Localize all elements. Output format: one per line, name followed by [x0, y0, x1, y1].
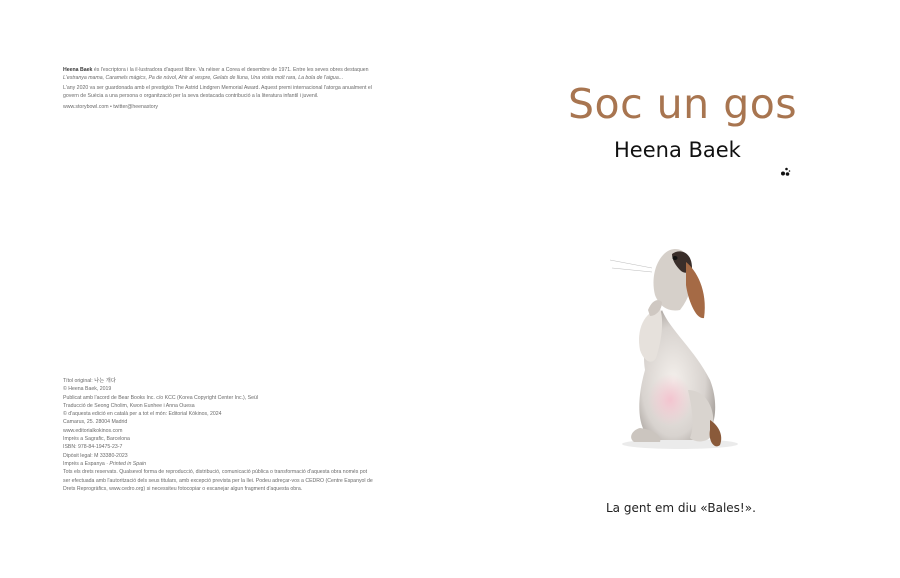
dog-illustration	[600, 240, 750, 455]
credit-line: Camarus, 25. 28004 Madrid	[63, 419, 128, 426]
bio-author-name: Heena Baek	[63, 67, 93, 73]
rights-notice: Tots els drets reservats. Qualsevol forma de reproducció, distribució, comunicació pública o transformació d'aquesta obra només pot ser efectuada amb l'autorització dels seus titulars, amb excepció prevista per la llei. Podeu adreçar-vos a CEDRO (Centre Espanyol de Drets Reprogràfics, www.cedro.org) si necessiteu fotocopiar o escanejar algun fragment d'aquesta obra.	[63, 469, 373, 492]
bio-award: L'any 2020 va ser guardonada amb el prestigiós The Astrid Lindgren Memorial Award. Aquest premi internacional l'atorga anualment el govern de Suècia a una persona o organització per la seva destacada contribució a la literatura infantil i juvenil.	[63, 84, 372, 100]
credits-block	[63, 377, 375, 493]
credit-line: ISBN: 978-84-19475-23-7	[63, 444, 123, 451]
credit-line: © Heena Baek, 2019	[63, 386, 112, 393]
bio-works: L'estranya mama, Caramels màgics, Pa de núvol, Ahir al vespre, Gelats de lluna, Una visita molt rara, La bola de l'aigua	[63, 75, 339, 82]
credit-line: Publicat amb l'acord de Bear Books Inc. c/o KCC (Korea Copyright Center Inc.), Seül	[63, 394, 259, 401]
book-author: Heena Baek	[614, 138, 741, 162]
book-title: Soc un gos	[568, 80, 798, 128]
bio-paragraph	[63, 66, 375, 83]
credit-line: © d'aquesta edició en català per a tot el món: Editorial Kókinos, 2024	[63, 411, 222, 418]
credit-line: Dipòsit legal: M 33380-2023	[63, 452, 128, 459]
printed-in: Imprès a Espanya ·	[63, 460, 110, 467]
printed-in-line	[63, 460, 375, 468]
right-page	[450, 0, 900, 578]
credit-line: Imprès a Sagrafic, Barcelona	[63, 436, 130, 443]
printed-in-english: Printed in Spain	[109, 460, 147, 467]
original-title: 나는 개다	[94, 378, 116, 384]
credit-line: Traducció de Seong Cholim, Kwon Eunhee i Anna Ouesa	[63, 402, 195, 409]
book-caption: La gent em diu «Bales!».	[606, 501, 756, 515]
original-title-line	[63, 377, 375, 385]
bio-works-end: ...	[338, 75, 344, 82]
kokinos-logo-icon	[780, 166, 791, 177]
author-bio	[63, 66, 375, 112]
bio-intro: és l'escriptora i la il·lustradora d'aquest llibre. Va néixer a Corea el desembre de 1971. Entre les seves obres destaquen	[92, 67, 369, 73]
bio-links: www.storybowl.com • twitter@heenastory	[63, 103, 159, 110]
original-title-label: Títol original:	[63, 378, 95, 384]
credit-line: www.editorialkokinos.com	[63, 427, 123, 434]
